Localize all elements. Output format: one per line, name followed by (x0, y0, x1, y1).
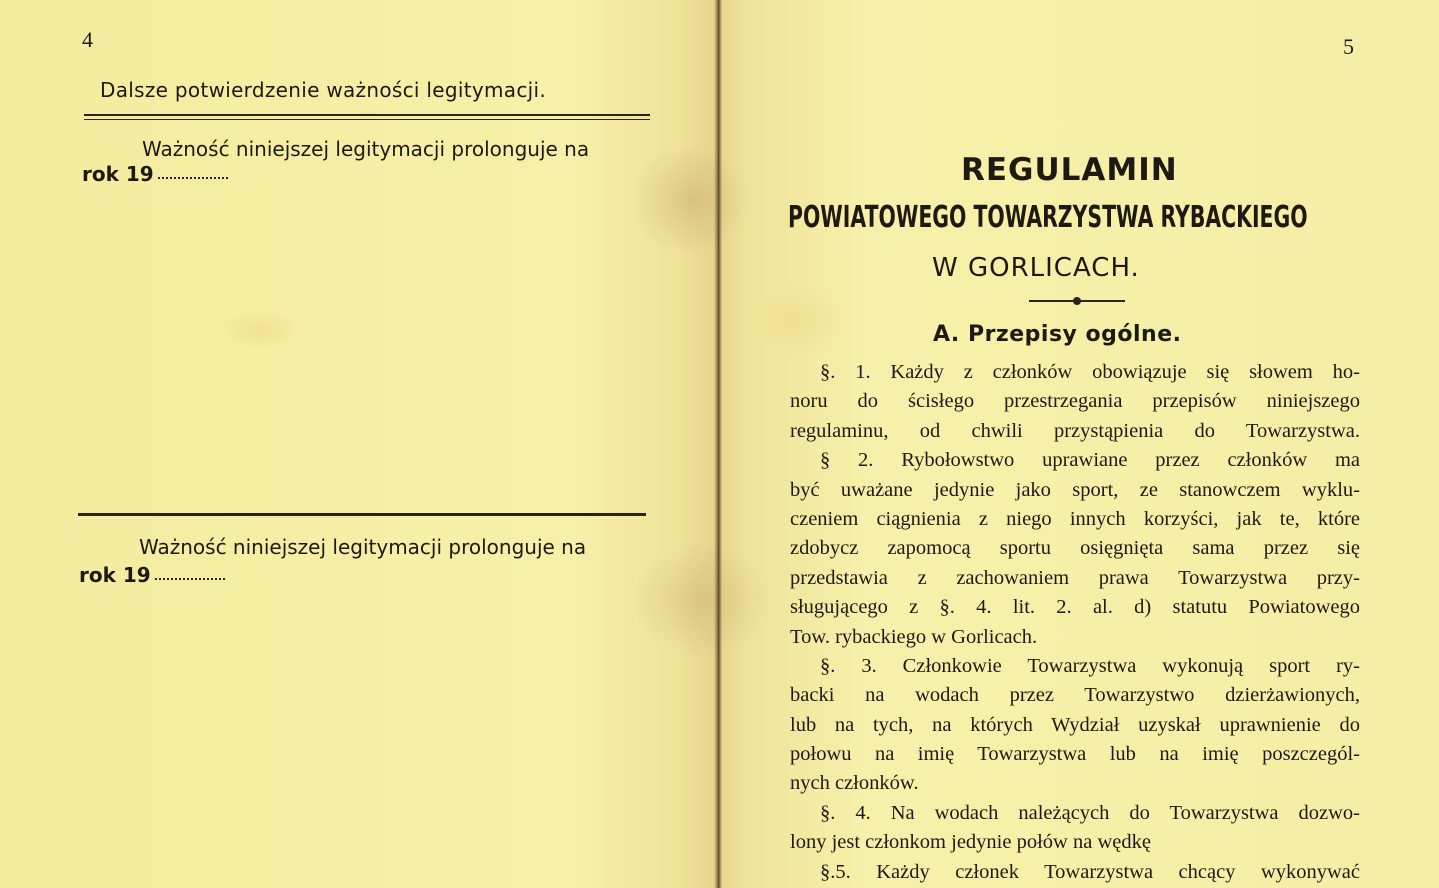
body-line: lub na tych, na których Wydział uzyskał uprawnienie do (790, 713, 1360, 736)
body-line: regulaminu, od chwili przystąpienia do Towarzystwa. (790, 419, 1360, 442)
heading-rule (84, 114, 650, 116)
body-line: backi na wodach przez Towarzystwo dzierżawionych, (790, 684, 1360, 707)
page-number-left: 4 (82, 27, 93, 52)
body-line: noru do ścisłego przestrzegania przepisów niniejszego (790, 390, 1360, 413)
section-divider (78, 513, 646, 516)
society-location: W GORLICACH. (932, 253, 1140, 283)
body-line: §. 3. Członkowie Towarzystwa wykonują sport ry- (820, 654, 1360, 677)
body-line: §. 1. Każdy z członków obowiązuje się słowem ho- (820, 361, 1360, 383)
regulation-title: REGULAMIN (961, 152, 1178, 188)
year-label-1: rok 19 (82, 162, 154, 186)
left-page (0, 0, 712, 888)
body-line: być uważane jedynie jako sport, ze stanowczem wyklu- (790, 478, 1360, 501)
body-line: czeniem ciągnienia z niego innych korzyści, jak te, które (790, 507, 1360, 530)
ornament-dot (1073, 297, 1081, 305)
book-spine (714, 0, 722, 888)
regulation-body (790, 358, 1360, 887)
year-field-1 (82, 162, 228, 186)
body-line: lony jest członkom jedynie połów na wędkę (790, 831, 1151, 854)
ornament-divider (1029, 300, 1125, 302)
body-line: sługującego z §. 4. lit. 2. al. d) statutu Powiatowego (790, 596, 1360, 619)
year-blank-1 (158, 177, 228, 179)
right-page (724, 0, 1439, 888)
validity-heading: Dalsze potwierdzenie ważności legitymacji. (100, 78, 546, 102)
page-number-right: 5 (1343, 34, 1354, 59)
body-line: nych członków. (790, 772, 919, 795)
year-blank-2 (155, 578, 225, 580)
year-label-2: rok 19 (79, 563, 151, 587)
prolongation-text-1: Ważność niniejszej legitymacji prolonguje na (142, 137, 590, 161)
body-line: przedstawia z zachowaniem prawa Towarzystwa przy- (790, 566, 1360, 589)
body-line: §.5. Każdy członek Towarzystwa chcący wykonywać (820, 860, 1360, 883)
prolongation-text-2: Ważność niniejszej legitymacji prolonguje na (139, 535, 587, 559)
body-line: §. 4. Na wodach należących do Towarzystwa dozwo- (820, 801, 1360, 824)
body-line: Tow. rybackiego w Gorlicach. (790, 625, 1038, 648)
society-name: POWIATOWEGO TOWARZYSTWA RYBACKIEGO (788, 200, 1308, 235)
body-line: połowu na imię Towarzystwa lub na imię poszczegól- (790, 743, 1360, 766)
year-field-2 (79, 563, 225, 587)
heading-rule-thin (84, 119, 650, 120)
body-line: zdobycz zapomocą sportu osięgnięta sama przez się (790, 537, 1360, 560)
section-heading: A. Przepisy ogólne. (933, 322, 1182, 347)
body-line: § 2. Rybołowstwo uprawiane przez członków ma (820, 449, 1360, 472)
